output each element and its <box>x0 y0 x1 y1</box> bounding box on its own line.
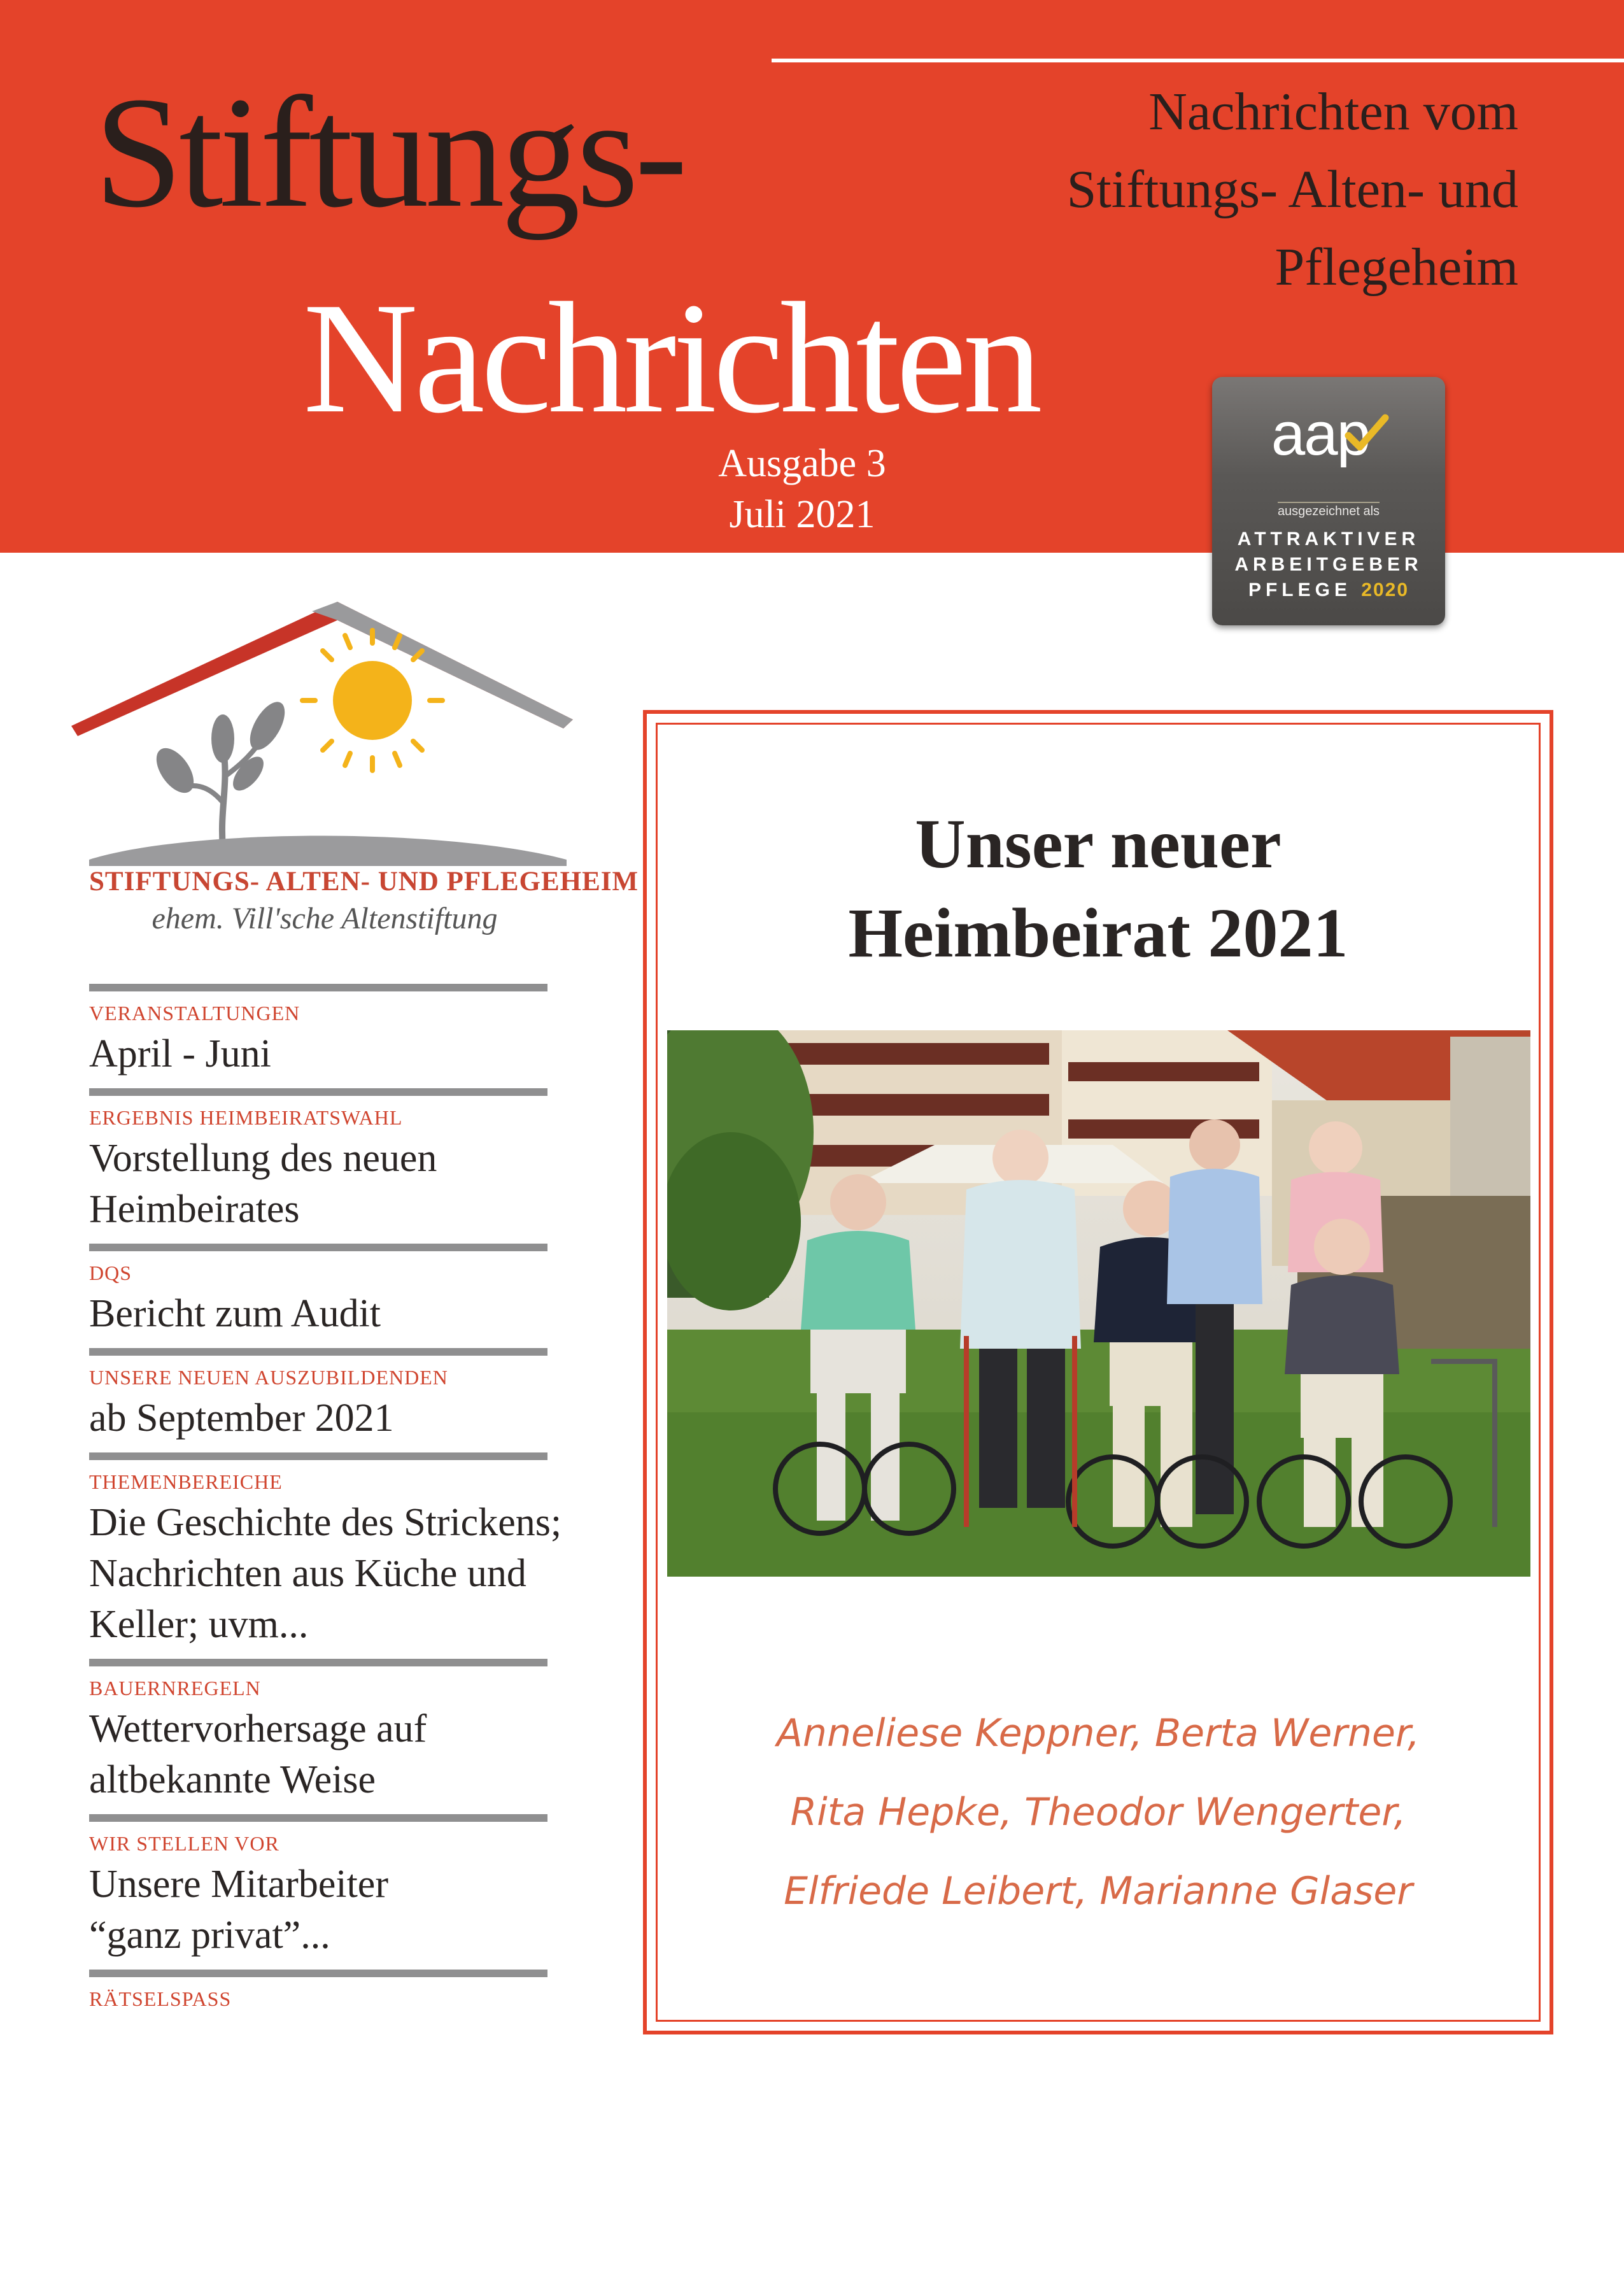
toc-category: ERGEBNIS HEIMBEIRATSWAHL <box>89 1106 403 1129</box>
award-line1: ATTRAKTIVER <box>1237 529 1420 550</box>
feature-names <box>643 1694 1553 1931</box>
toc-title-line: Wettervorhersage auf <box>89 1707 427 1750</box>
toc-title-line: Bericht zum Audit <box>89 1292 381 1335</box>
toc-title-line: ab September 2021 <box>89 1396 394 1440</box>
toc-divider <box>89 1244 547 1251</box>
feature-title-line: Heimbeirat 2021 <box>848 894 1348 972</box>
toc-title-line: Heimbeirates <box>89 1188 300 1231</box>
institution-name: STIFTUNGS- ALTEN- UND PFLEGEHEIM <box>89 867 639 897</box>
toc-divider <box>89 1088 547 1096</box>
sun-icon <box>302 630 442 770</box>
toc-title-line: altbekannte Weise <box>89 1758 376 1801</box>
toc-item-title <box>89 1703 547 1805</box>
award-line3 <box>1212 579 1445 601</box>
plant-icon <box>149 697 292 847</box>
award-year: 2020 <box>1361 579 1409 600</box>
masthead-subtitle <box>1067 73 1518 306</box>
toc-item-title <box>89 1133 547 1235</box>
feature-title-line: Unser neuer <box>915 805 1282 883</box>
feature-title <box>643 799 1553 977</box>
masthead-rule <box>772 59 1624 62</box>
toc-category: RÄTSELSPASS <box>89 1987 232 2010</box>
masthead-title-line1: Stiftungs- <box>94 64 684 241</box>
masthead-title-line2: Nachrichten <box>303 270 1039 446</box>
toc-item-title <box>89 1859 547 1961</box>
toc-divider <box>89 1348 547 1356</box>
toc-title-line: Vorstellung des neuen <box>89 1137 437 1180</box>
names-line: Anneliese Keppner, Berta Werner, <box>776 1711 1420 1756</box>
toc-category: DQS <box>89 1261 132 1284</box>
toc-divider <box>89 984 547 991</box>
toc-title-line: “ganz privat”... <box>89 1913 330 1957</box>
toc-divider <box>89 1659 547 1666</box>
toc-category: UNSERE NEUEN AUSZUBILDENDEN <box>89 1366 448 1389</box>
issue-info <box>675 438 929 540</box>
subtitle-line: Pflegeheim <box>1274 238 1518 297</box>
issue-number: Ausgabe 3 <box>718 442 886 485</box>
toc-divider <box>89 1814 547 1822</box>
award-logo-text: aap <box>1271 402 1370 468</box>
toc-item-title <box>89 1028 547 1079</box>
toc-item-title <box>89 1288 547 1339</box>
toc-title-line: Keller; uvm... <box>89 1603 309 1646</box>
toc-category: BAUERNREGELN <box>89 1677 261 1700</box>
toc-title-line: Die Geschichte des Strickens; <box>89 1501 562 1544</box>
institution-former-name: ehem. Vill'sche Altenstiftung <box>152 902 498 935</box>
toc-title-line: Nachrichten aus Küche und <box>89 1552 526 1595</box>
toc-title-line: Unsere Mitarbeiter <box>89 1863 388 1906</box>
toc-category: THEMENBEREICHE <box>89 1470 283 1493</box>
toc-divider <box>89 1452 547 1460</box>
award-caption-text: ausgezeichnet als <box>1278 502 1380 519</box>
group-photo <box>667 1030 1530 1577</box>
toc-category: WIR STELLEN VOR <box>89 1832 279 1855</box>
subtitle-line: Nachrichten vom <box>1148 82 1518 141</box>
award-badge <box>1212 377 1445 625</box>
aap-logo-icon <box>1212 402 1445 472</box>
award-line2: ARBEITGEBER <box>1234 554 1423 575</box>
toc-item-title <box>89 1393 547 1444</box>
table-of-contents <box>89 984 562 2012</box>
names-line: Rita Hepke, Theodor Wengerter, <box>790 1790 1406 1835</box>
issue-date: Juli 2021 <box>729 493 875 536</box>
toc-category: VERANSTALTUNGEN <box>89 1002 300 1025</box>
toc-title-line: April - Juni <box>89 1032 271 1076</box>
names-line: Elfriede Leibert, Marianne Glaser <box>784 1869 1413 1913</box>
award-caption <box>1212 502 1445 519</box>
toc-item-title <box>89 1497 562 1650</box>
toc-divider <box>89 1970 547 1977</box>
award-line3-text: PFLEGE <box>1248 579 1352 600</box>
subtitle-line: Stiftungs- Alten- und <box>1066 160 1518 219</box>
